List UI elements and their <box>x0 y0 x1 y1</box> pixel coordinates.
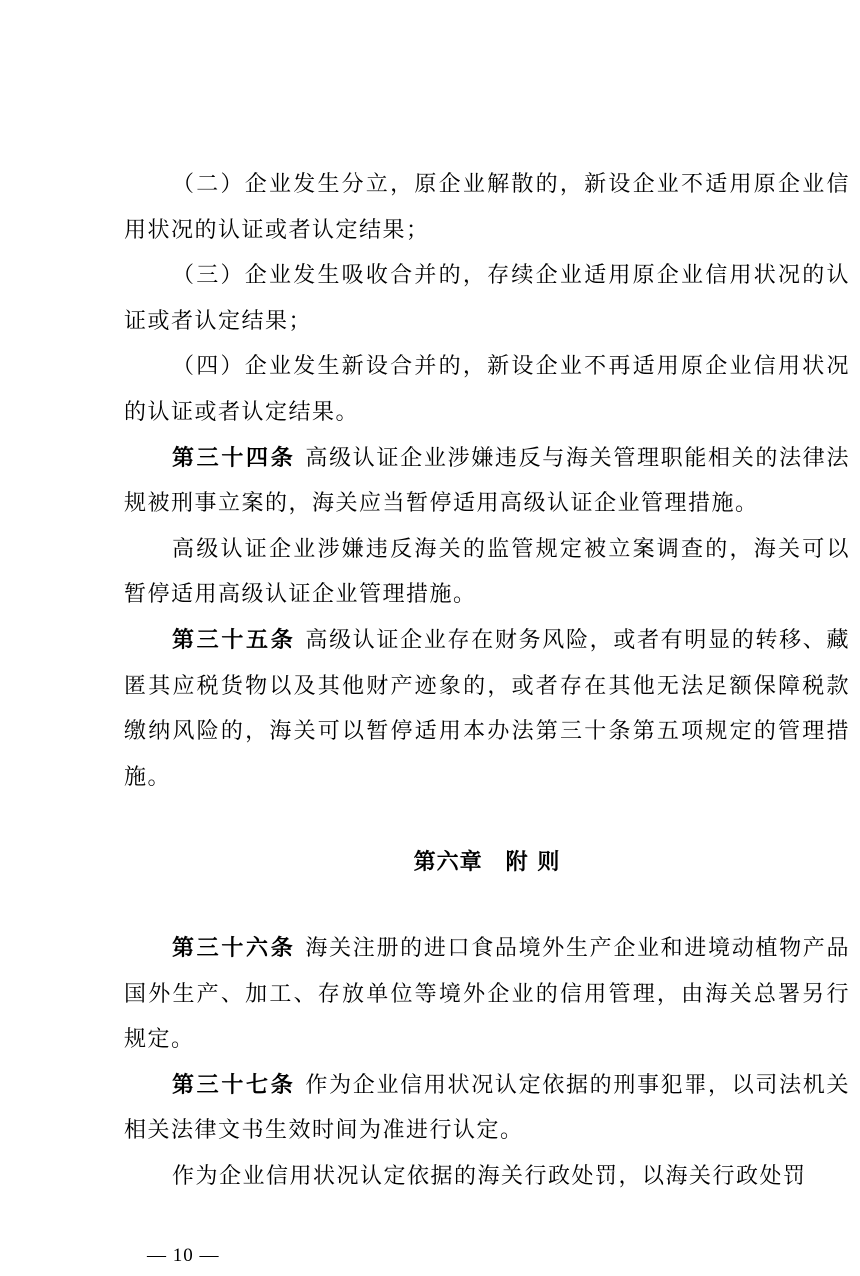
article-34-paragraph-2: 高级认证企业涉嫌违反海关的监管规定被立案调查的，海关可以暂停适用高级认证企业管理措施。 <box>124 536 850 608</box>
article-36-label: 第三十六条 <box>172 934 296 961</box>
article-37-text: 作为企业信用状况认定依据的刑事犯罪，以司法机关相关法律文书生效时间为准进行认定。 <box>124 1072 850 1144</box>
article-34 <box>124 436 850 527</box>
article-36 <box>124 926 850 1063</box>
clause-4: （四）企业发生新设合并的，新设企业不再适用原企业信用状况的认证或者认定结果。 <box>124 354 850 425</box>
article-36-text: 海关注册的进口食品境外生产企业和进境动植物产品国外生产、加工、存放单位等境外企业的信用管理，由海关总署另行规定。 <box>124 935 850 1053</box>
clause-3: （三）企业发生吸收合并的，存续企业适用原企业信用状况的认证或者认定结果； <box>124 263 850 334</box>
clause-2: （二）企业发生分立，原企业解散的，新设企业不适用原企业信用状况的认证或者认定结果； <box>124 172 850 243</box>
article-37-label: 第三十七条 <box>172 1071 296 1098</box>
page-content <box>124 162 850 1199</box>
chapter-title: 第六章 附 则 <box>413 849 561 876</box>
article-34-label: 第三十四条 <box>172 444 296 471</box>
article-37-paragraph-2: 作为企业信用状况认定依据的海关行政处罚，以海关行政处罚 <box>172 1163 807 1189</box>
article-34-text: 高级认证企业涉嫌违反与海关管理职能相关的法律法规被刑事立案的，海关应当暂停适用高级认证企业管理措施。 <box>124 445 850 517</box>
article-35-label: 第三十五条 <box>172 626 296 653</box>
article-35-text: 高级认证企业存在财务风险，或者有明显的转移、藏匿其应税货物以及其他财产迹象的，或者存在其他无法足额保障税款缴纳风险的，海关可以暂停适用本办法第三十条第五项规定的管理措施。 <box>124 627 850 790</box>
article-35 <box>124 618 850 800</box>
article-37 <box>124 1063 850 1154</box>
page-number: — 10 — <box>147 1245 220 1266</box>
